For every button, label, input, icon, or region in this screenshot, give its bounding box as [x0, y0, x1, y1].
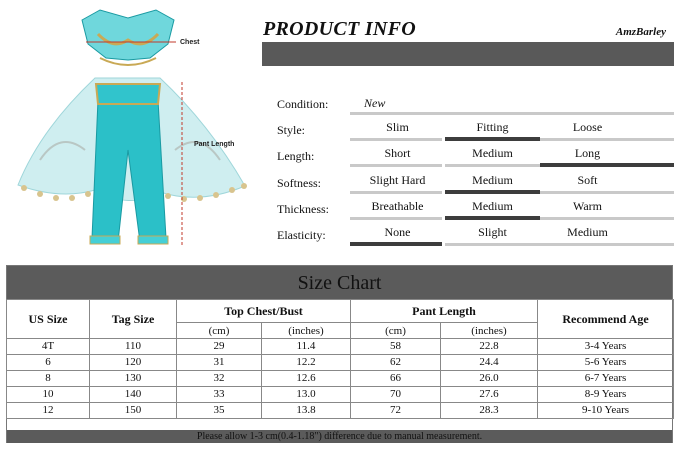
size-chart-body: [7, 339, 674, 419]
cell-age: 9-10 Years: [538, 403, 674, 419]
cell-us: 4T: [7, 339, 90, 355]
attr-option-underline: [540, 138, 674, 141]
cell-pant-cm: 70: [351, 387, 441, 403]
table-row: [7, 371, 674, 387]
cell-age: 5-6 Years: [538, 355, 674, 371]
attr-selected-indicator: [445, 190, 540, 194]
table-row: [7, 355, 674, 371]
attr-label: Thickness:: [277, 201, 329, 216]
attr-option-underline: [445, 243, 540, 246]
product-info-title: PRODUCT INFO: [263, 18, 417, 40]
attr-option: Short: [384, 146, 411, 161]
header-pant-cm: (cm): [351, 323, 441, 339]
attr-option: Fitting: [476, 120, 509, 134]
measurement-note: Please allow 1-3 cm(0.4-1.18") difference due to manual measurement.: [7, 430, 672, 443]
header-age: Recommend Age: [538, 300, 674, 339]
attr-row: [0, 171, 679, 197]
attr-option: None: [384, 225, 411, 240]
cell-us: 8: [7, 371, 90, 387]
header-tag-size: Tag Size: [90, 300, 177, 339]
attr-option: Slight: [478, 225, 507, 240]
cell-pant-cm: 58: [351, 339, 441, 355]
cell-age: 6-7 Years: [538, 371, 674, 387]
table-row: [7, 339, 674, 355]
cell-age: 3-4 Years: [538, 339, 674, 355]
attr-row: [0, 197, 679, 223]
cell-us: 12: [7, 403, 90, 419]
pant-length-label: Pant Length: [194, 141, 235, 148]
attr-option: Medium: [472, 198, 513, 213]
attr-selected-indicator: [350, 242, 442, 246]
condition-underline: [350, 112, 674, 115]
attr-option: Soft: [577, 172, 598, 187]
cell-chest-in: 12.2: [262, 355, 351, 371]
attr-option: Slight Hard: [369, 172, 426, 187]
header-pant-inches: (inches): [441, 323, 538, 339]
attr-selected-indicator: [540, 163, 674, 167]
cell-pant-cm: 62: [351, 355, 441, 371]
attr-option-underline: [540, 191, 674, 194]
attr-option: Long: [574, 146, 601, 161]
attr-option: Medium: [472, 146, 513, 161]
attr-row: [0, 223, 679, 249]
cell-us: 10: [7, 387, 90, 403]
attr-option: Slim: [386, 120, 409, 134]
product-info-header-bar: [262, 42, 674, 66]
attr-option-underline: [540, 217, 674, 220]
cell-pant-in: 24.4: [441, 355, 538, 371]
cell-tag: 140: [90, 387, 177, 403]
cell-pant-cm: 66: [351, 371, 441, 387]
header-pant: Pant Length: [351, 300, 538, 323]
brand-name: AmzBarley: [615, 26, 666, 38]
cell-tag: 150: [90, 403, 177, 419]
cell-tag: 120: [90, 355, 177, 371]
cell-us: 6: [7, 355, 90, 371]
attr-selected-indicator: [445, 137, 540, 141]
attr-option: Medium: [472, 172, 513, 187]
cell-chest-in: 12.6: [262, 371, 351, 387]
attr-row: [0, 144, 679, 170]
attr-label: Softness:: [277, 175, 322, 190]
cell-chest-cm: 33: [177, 387, 262, 403]
attr-label: Condition:: [277, 97, 329, 111]
condition-value: New: [364, 96, 386, 110]
cell-chest-in: 11.4: [262, 339, 351, 355]
chest-label: Chest: [180, 39, 200, 46]
attr-option: Medium: [567, 225, 608, 240]
size-chart-table: [6, 299, 674, 419]
cell-chest-cm: 35: [177, 403, 262, 419]
attr-option-underline: [540, 243, 674, 246]
attr-option: Breathable: [371, 198, 424, 213]
cell-pant-in: 28.3: [441, 403, 538, 419]
cell-pant-in: 26.0: [441, 371, 538, 387]
header-us-size: US Size: [7, 300, 90, 339]
table-row: [7, 387, 674, 403]
cell-chest-cm: 31: [177, 355, 262, 371]
attr-option: Loose: [572, 120, 603, 134]
size-chart-title: Size Chart: [7, 266, 672, 299]
cell-pant-in: 27.6: [441, 387, 538, 403]
attr-option-underline: [350, 191, 442, 194]
cell-chest-in: 13.0: [262, 387, 351, 403]
cell-chest-cm: 29: [177, 339, 262, 355]
size-chart: [6, 265, 673, 443]
table-row: [7, 403, 674, 419]
header-chest-inches: (inches): [262, 323, 351, 339]
cell-tag: 130: [90, 371, 177, 387]
attr-option-underline: [350, 164, 442, 167]
attr-option: Warm: [572, 198, 603, 213]
cell-pant-in: 22.8: [441, 339, 538, 355]
attr-option-underline: [350, 138, 442, 141]
attr-label: Length:: [277, 149, 315, 164]
cell-chest-cm: 32: [177, 371, 262, 387]
attr-row: [0, 118, 679, 144]
attr-selected-indicator: [445, 216, 540, 220]
attr-label: Elasticity:: [277, 228, 326, 243]
cell-tag: 110: [90, 339, 177, 355]
cell-age: 8-9 Years: [538, 387, 674, 403]
attr-label: Style:: [277, 123, 306, 137]
attr-option-underline: [350, 217, 442, 220]
header-chest: Top Chest/Bust: [177, 300, 351, 323]
attr-option-underline: [445, 164, 540, 167]
header-chest-cm: (cm): [177, 323, 262, 339]
attr-row-condition: [0, 92, 679, 118]
cell-chest-in: 13.8: [262, 403, 351, 419]
cell-pant-cm: 72: [351, 403, 441, 419]
